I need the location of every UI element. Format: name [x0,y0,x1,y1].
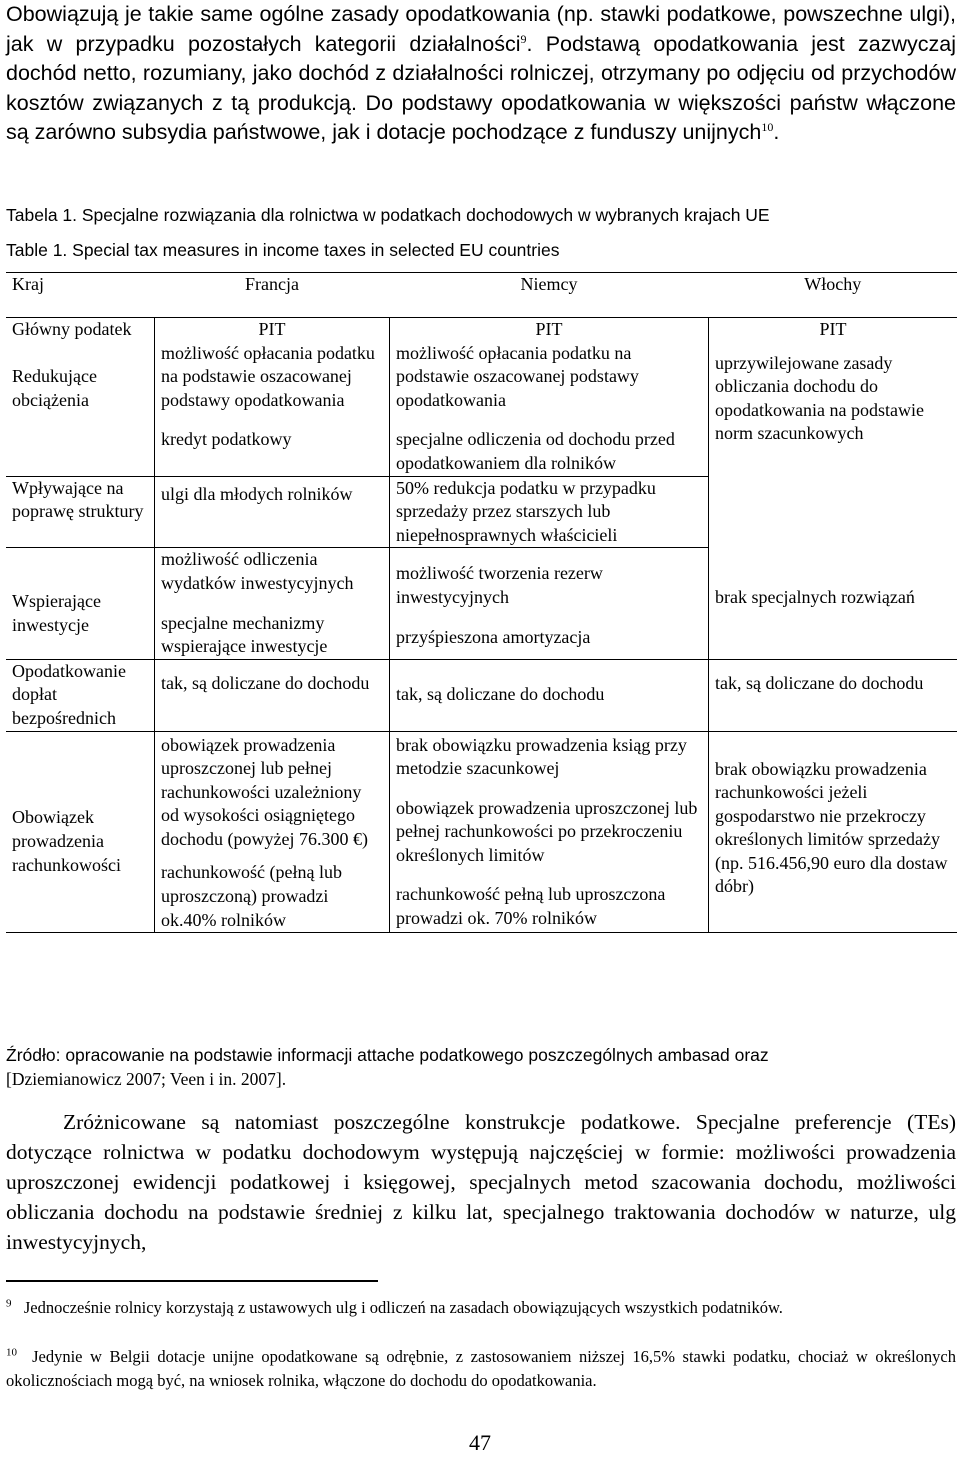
francja-wspierajace [155,548,390,659]
niemcy-wsp-1: możliwość tworzenia rezerw inwestycyjnych [396,563,603,607]
wlochy-pit: PIT [819,319,847,339]
niemcy-wspierajace [390,548,709,659]
row-label-rachunkowosc: Obowiązek prowadzenia rachunkowości [6,731,155,933]
footnote-ref-10[interactable]: 10 [761,120,774,135]
table-row-redukujace [6,342,957,476]
niemcy-rach-2: obowiązek prowadzenia uproszczonej lub pełnej rachunkowości po przekroczeniu określonych limitów [396,797,698,865]
footnote-10-text: Jedynie w Belgii dotacje unijne opodatkowane są odrębnie, z zastosowaniem niższej 16,5% stawki podatku, chociaż w określonych okolicznościach mogą być, na wniosek rolnika, włączone do dochodu do opodatkowania. [6,1347,956,1390]
footnote-10 [6,1345,956,1393]
table-row-wspierajace [6,548,957,659]
niemcy-wsp-2: przyśpieszona amortyzacja [396,626,591,647]
francja-wplywajace: ulgi dla młodych rolników [155,476,390,548]
table-row-doplaty [6,659,957,731]
table-row-main-tax [6,318,957,342]
footnote-separator [6,1280,378,1282]
row-label-wplywajace: Wpływające na poprawę struktury [6,476,155,548]
header-francja: Francja [155,273,390,318]
header-wlochy: Włochy [709,273,958,318]
footnote-9-number: 9 [6,1297,12,1310]
intro-text-3: . [773,120,780,145]
francja-wsp-2: specjalne mechanizmy wspierające inwestycje [161,612,328,657]
row-label-wspierajace: Wspierające inwestycje [6,548,155,659]
table-row-rachunkowosc [6,731,957,933]
header-kraj: Kraj [6,273,155,318]
niemcy-pit: PIT [390,318,709,342]
row-label-redukujace: Redukujące obciążenia [6,342,155,476]
niemcy-doplaty: tak, są doliczane do dochodu [390,659,709,731]
francja-doplaty: tak, są doliczane do dochodu [155,659,390,731]
francja-wsp-1: możliwość odliczenia wydatków inwestycyjnych [161,549,354,593]
intro-text-2: . Podstawą opodatkowania jest zazwyczaj dochód netto, rozumiany, jako dochód z działalności rolniczej, otrzymany po odjęciu od przychodów kosztów związanych z tą produkcją. Do podstawy opodatkowania w większości państw włączone są zarówno subsydia państwowe, jak i dotacje pochodzące z funduszy unijnych [6,31,956,145]
header-niemcy: Niemcy [390,273,709,318]
wlochy-wspierajace: brak specjalnych rozwiązań [709,548,958,659]
niemcy-rach-1: brak obowiązku prowadzenia ksiąg przy metodzie szacunkowej [396,734,687,779]
niemcy-rach-3: rachunkowość pełną lub uproszczona prowadzi ok. 70% rolników [396,884,666,929]
body-paragraph: Zróżnicowane są natomiast poszczególne konstrukcje podatkowe. Specjalne preferencje (TEs) dotyczące rolnictwa w podatku dochodowym występują najczęściej w formie: możliwości prowadzenia uproszczonej ewidencji podatkowej i księgowej, specjalnych metod szacowania dochodu, możliwości obliczania dochodu na podstawie średniej z kilku lat, specjalnego traktowania dochodów w naturze, ulg inwestycyjnych, [6,1110,956,1254]
francja-rachunkowosc [155,731,390,933]
table-source-note [6,1044,946,1091]
francja-pit: PIT [155,318,390,342]
niemcy-rachunkowosc [390,731,709,933]
row-label-doplaty: Opodatkowanie dopłat bezpośrednich [6,659,155,731]
francja-red-2: kredyt podatkowy [161,429,292,450]
table-header-row [6,273,957,318]
tax-measures-table [6,272,957,933]
wlochy-red: uprzywilejowane zasady obliczania dochodu do opodatkowania na podstawie norm szacunkowych [715,352,924,444]
source-line-2: [Dziemianowicz 2007; Veen i in. 2007]. [6,1068,287,1089]
wlochy-doplaty: tak, są doliczane do dochodu [709,659,958,731]
niemcy-red-1: możliwość opłacania podatku na podstawie oszacowanej podstawy opodatkowania [396,342,639,410]
source-line-1: Źródło: opracowanie na podstawie informacji attache podatkowego poszczególnych ambasad oraz [6,1045,769,1065]
francja-red-1: możliwość opłacania podatku na podstawie oszacowanej podstawy opodatkowania [161,342,375,410]
document-page [6,0,956,1390]
row-label-glowny-podatek: Główny podatek [6,318,155,342]
table-caption-en: Table 1. Special tax measures in income taxes in selected EU countries [6,240,560,260]
wlochy-redukujace [709,342,958,548]
footnote-ref-9[interactable]: 9 [520,31,527,46]
francja-rach-2: rachunkowość (pełną lub uproszczoną) prowadzi ok.40% rolników [161,862,342,930]
francja-rach-1: obowiązek prowadzenia uproszczonej lub pełnej rachunkowości uzależniony od wysokości osiągniętego dochodu (powyżej 76.300 €) [161,734,368,849]
niemcy-red-2: specjalne odliczenia od dochodu przed opodatkowaniem dla rolników [396,429,675,473]
wlochy-rachunkowosc: brak obowiązku prowadzenia rachunkowości jeżeli gospodarstwo nie przekroczy określonych limitów sprzedaży (np. 516.456,90 euro dla dostaw dóbr) [709,731,958,933]
footnote-10-number: 10 [6,1346,17,1359]
intro-text-1: Obowiązują je takie same ogólne zasady opodatkowania (np. stawki podatkowe, powszechne ulgi), jak w przypadku pozostałych kategorii działalności [6,2,956,56]
francja-redukujace [155,342,390,476]
table-caption-pl: Tabela 1. Specjalne rozwiązania dla rolnictwa w podatkach dochodowych w wybranych krajach UE [6,205,770,225]
page-number: 47 [469,1430,491,1455]
footnote-9-text: Jednocześnie rolnicy korzystają z ustawowych ulg i odliczeń na zasadach obowiązujących wszystkich podatników. [23,1298,783,1317]
intro-paragraph [6,0,956,148]
niemcy-redukujace [390,342,709,476]
footnote-9 [6,1296,956,1320]
niemcy-wplywajace: 50% redukcja podatku w przypadku sprzedaży przez starszych lub niepełnosprawnych właścicieli [390,476,709,548]
